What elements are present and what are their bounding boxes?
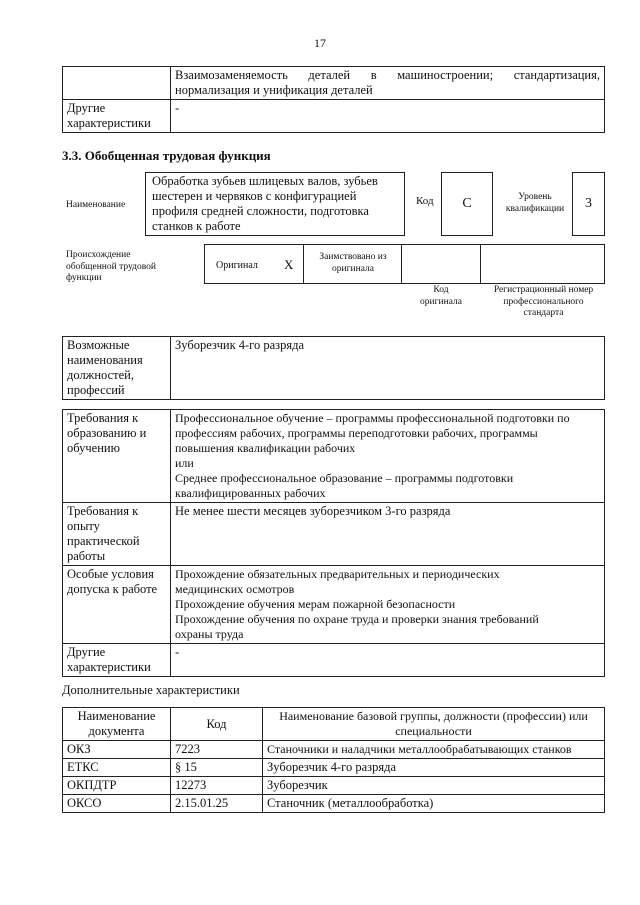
table-cell	[171, 67, 605, 100]
table-row	[63, 410, 605, 503]
table-cell: § 15	[171, 759, 263, 777]
table-cell	[63, 67, 171, 100]
original-mark: X	[284, 257, 294, 272]
table-row	[63, 795, 605, 813]
column-header: Наименование документа	[63, 708, 171, 741]
table-row	[63, 100, 605, 133]
row-value: Профессиональное обучение – программы профессиональной подготовки по профессиям рабочих, программы переподготовки рабочих, программы повышения квалификации рабочих или Среднее профессиональное образование – программы подготовки квалифицированных рабочих	[171, 410, 605, 503]
row-label: Требования к образованию и обучению	[63, 410, 171, 503]
table-cell: ЕТКС	[63, 759, 171, 777]
divider	[303, 244, 304, 284]
table-cell: 2.15.01.25	[171, 795, 263, 813]
table-cell: Зуборезчик	[263, 777, 605, 795]
table-cell: Станочник (металлообработка)	[263, 795, 605, 813]
section-heading: 3.3. Обобщенная трудовая функция	[62, 148, 271, 163]
level-label: Уровень квалификации	[505, 192, 565, 214]
table-cell: ОКСО	[63, 795, 171, 813]
table-cell: ОКЗ	[63, 741, 171, 759]
column-header: Наименование базовой группы, должности (профессии) или специальности	[263, 708, 605, 741]
column-header: Код	[171, 708, 263, 741]
function-name-value: Обработка зубьев шлицевых валов, зубьев шестерен и червяков с конфигурацией профиля средней сложности, подготовка станков к работе	[145, 172, 405, 236]
table-cell: ОКПДТР	[63, 777, 171, 795]
additional-table	[62, 707, 605, 813]
row-value: Зуборезчик 4-го разряда	[171, 337, 605, 400]
row-value: Не менее шести месяцев зуборезчиком 3-го разряда	[171, 503, 605, 566]
code-value: C	[441, 172, 493, 236]
row-value: Прохождение обязательных предварительных и периодических медицинских осмотров Прохождение обучения мерам пожарной безопасности Прохождение обучения по охране труда и проверки знания требований охраны труда	[171, 566, 605, 644]
row-value: -	[171, 100, 605, 133]
borrowed-label: Заимствовано из оригинала	[319, 252, 387, 274]
original-label: Оригинал	[216, 260, 258, 271]
cell-text: нормализация и унификация деталей	[175, 83, 373, 97]
code-label: Код	[416, 195, 434, 207]
code-original-label: Код оригинала	[420, 285, 462, 307]
row-value: -	[171, 644, 605, 677]
page-number: 17	[314, 36, 326, 50]
table-row	[63, 337, 605, 400]
table-row	[63, 777, 605, 795]
row-label: Требования к опыту практической работы	[63, 503, 171, 566]
row-label: Другие характеристики	[63, 100, 171, 133]
top-table	[62, 66, 605, 133]
row-label: Другие характеристики	[63, 644, 171, 677]
table-cell: 12273	[171, 777, 263, 795]
row-label: Возможные наименования должностей, профессий	[63, 337, 171, 400]
table-row	[63, 67, 605, 100]
table-cell: Станочники и наладчики металлообрабатывающих станков	[263, 741, 605, 759]
requirements-table	[62, 409, 605, 677]
table-row	[63, 759, 605, 777]
table-header-row	[63, 708, 605, 741]
divider	[401, 244, 402, 284]
table-cell: Зуборезчик 4-го разряда	[263, 759, 605, 777]
level-value: 3	[572, 172, 605, 236]
additional-heading: Дополнительные характеристики	[62, 683, 240, 697]
name-label: Наименование	[66, 200, 126, 210]
reg-number-label: Регистрационный номер профессионального стандарта	[493, 285, 594, 318]
table-row	[63, 566, 605, 644]
table-row	[63, 741, 605, 759]
cell-text: Взаимозаменяемость деталей в машиностроении; стандартизация,	[175, 68, 600, 82]
row-label: Особые условия допуска к работе	[63, 566, 171, 644]
table-row	[63, 644, 605, 677]
positions-table	[62, 336, 605, 400]
table-row	[63, 503, 605, 566]
table-cell: 7223	[171, 741, 263, 759]
origin-row	[204, 244, 605, 284]
origin-label: Происхождение обобщенной трудовой функции	[66, 250, 156, 283]
divider	[480, 244, 481, 284]
